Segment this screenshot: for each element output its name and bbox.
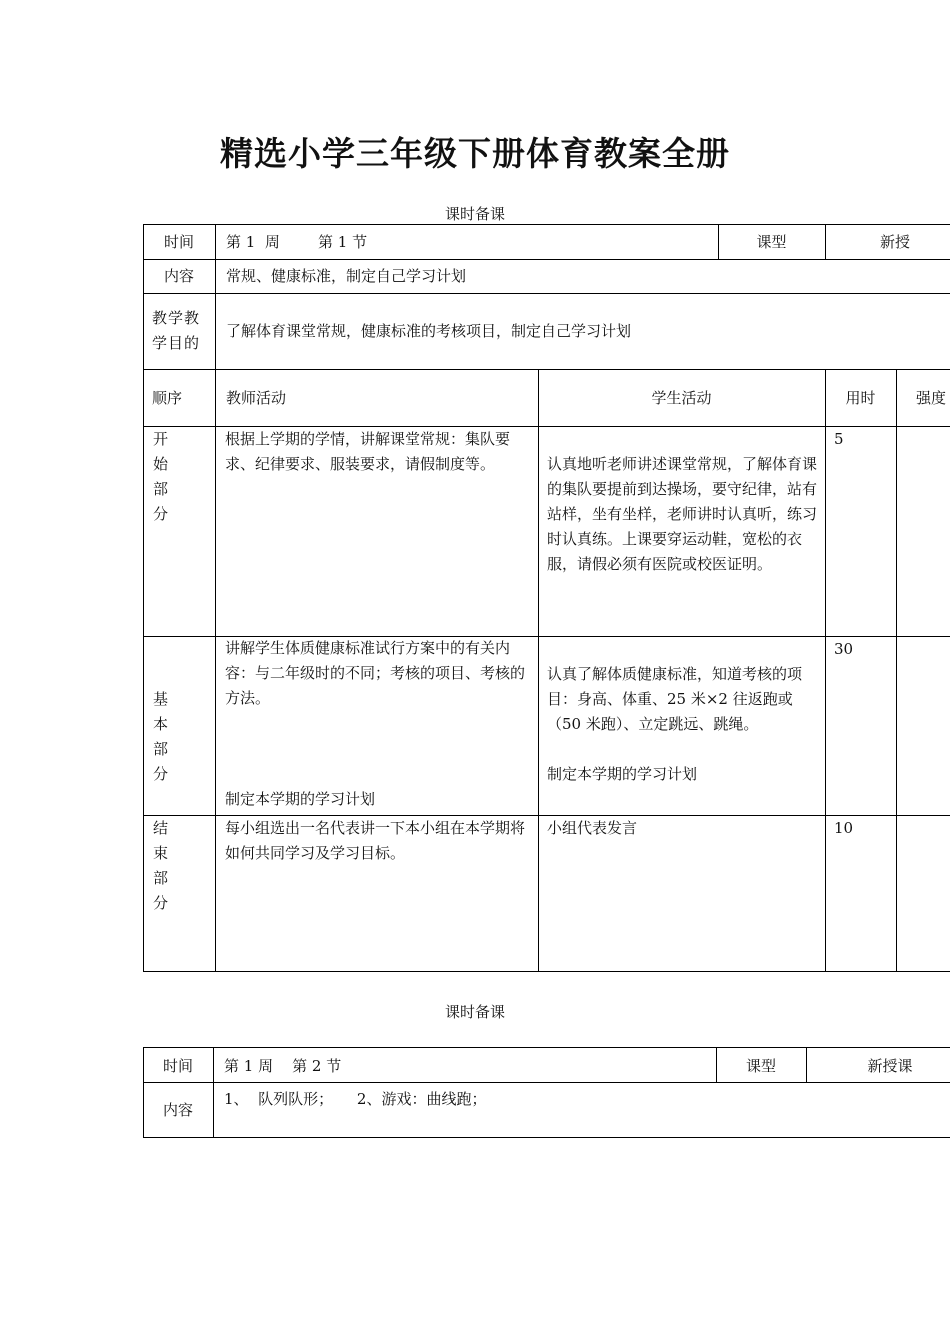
goal-label: 教学教学目的 (152, 309, 201, 352)
row-divider (143, 293, 950, 294)
section-start-label: 开始部分 (153, 430, 169, 523)
col-divider (538, 369, 539, 972)
type-label: 课型 (756, 233, 787, 251)
teacher-activity-basic-extra: 制定本学期的学习计划 (225, 790, 376, 808)
type-value: 新授课 (867, 1057, 913, 1075)
col-divider (896, 369, 897, 972)
section-end-label: 结束部分 (153, 819, 169, 912)
student-activity-start: 认真地听老师讲述课堂常规，了解体育课的集队要提前到达操场，要守纪律，站有站样，坐有坐样，老师讲时认真听，练习时认真练。上课要穿运动鞋，宽松的衣服，请假必须有医院或校医证明。 (547, 455, 818, 573)
col-divider (825, 369, 826, 972)
goal-value: 了解体育课堂常规，健康标准的考核项目，制定自己学习计划 (226, 322, 632, 340)
lesson2-caption: 课时备课 (444, 1003, 505, 1021)
col-student-header: 学生活动 (651, 389, 712, 407)
minutes-start: 5 (834, 430, 844, 448)
teacher-activity-basic: 讲解学生体质健康标准试行方案中的有关内容：与二年级时的不同；考核的项目、考核的方法。 (225, 639, 526, 707)
col-order-header: 顺序 (152, 389, 183, 407)
time-label: 时间 (162, 1057, 193, 1075)
minutes-basic: 30 (834, 640, 854, 658)
teacher-activity-start: 根据上学期的学情，讲解课堂常规：集队要求、纪律要求、服装要求，请假制度等。 (225, 430, 511, 473)
time-label: 时间 (163, 233, 194, 251)
col-time-header: 用时 (845, 389, 876, 407)
content-value: 常规、健康标准，制定自己学习计划 (226, 267, 467, 285)
minutes-end: 10 (834, 819, 854, 837)
time-value: 第 1 周 第 2 节 (224, 1057, 342, 1075)
col-divider (806, 1047, 807, 1082)
content-label: 内容 (162, 1101, 193, 1119)
content-value: 1、 队列队形； 2、游戏：曲线跑； (224, 1090, 487, 1108)
content-label: 内容 (163, 267, 194, 285)
col-divider (215, 224, 216, 972)
row-divider (143, 1082, 950, 1083)
student-activity-end: 小组代表发言 (547, 819, 638, 837)
section-basic-label: 基本部分 (153, 690, 169, 783)
student-activity-basic-extra: 制定本学期的学习计划 (547, 765, 698, 783)
lesson1-caption: 课时备课 (444, 205, 505, 223)
type-value: 新授 (879, 233, 910, 251)
teacher-activity-end: 每小组选出一名代表讲一下本小组在本学期将如何共同学习及学习目标。 (225, 819, 526, 862)
row-divider (143, 369, 950, 370)
col-divider (825, 224, 826, 259)
col-intensity-header: 强度 (916, 389, 947, 407)
col-teacher-header: 教师活动 (226, 389, 287, 407)
col-divider (213, 1047, 214, 1138)
row-divider (143, 259, 950, 260)
time-value: 第 1 周 第 1 节 (226, 233, 368, 251)
document-title: 精选小学三年级下册体育教案全册 (220, 134, 730, 173)
type-label: 课型 (745, 1057, 776, 1075)
student-activity-basic: 认真了解体质健康标准，知道考核的项目：身高、体重、25 米×2 往返跑或（50 米跑）、立定跳远、跳绳。 (547, 665, 803, 733)
